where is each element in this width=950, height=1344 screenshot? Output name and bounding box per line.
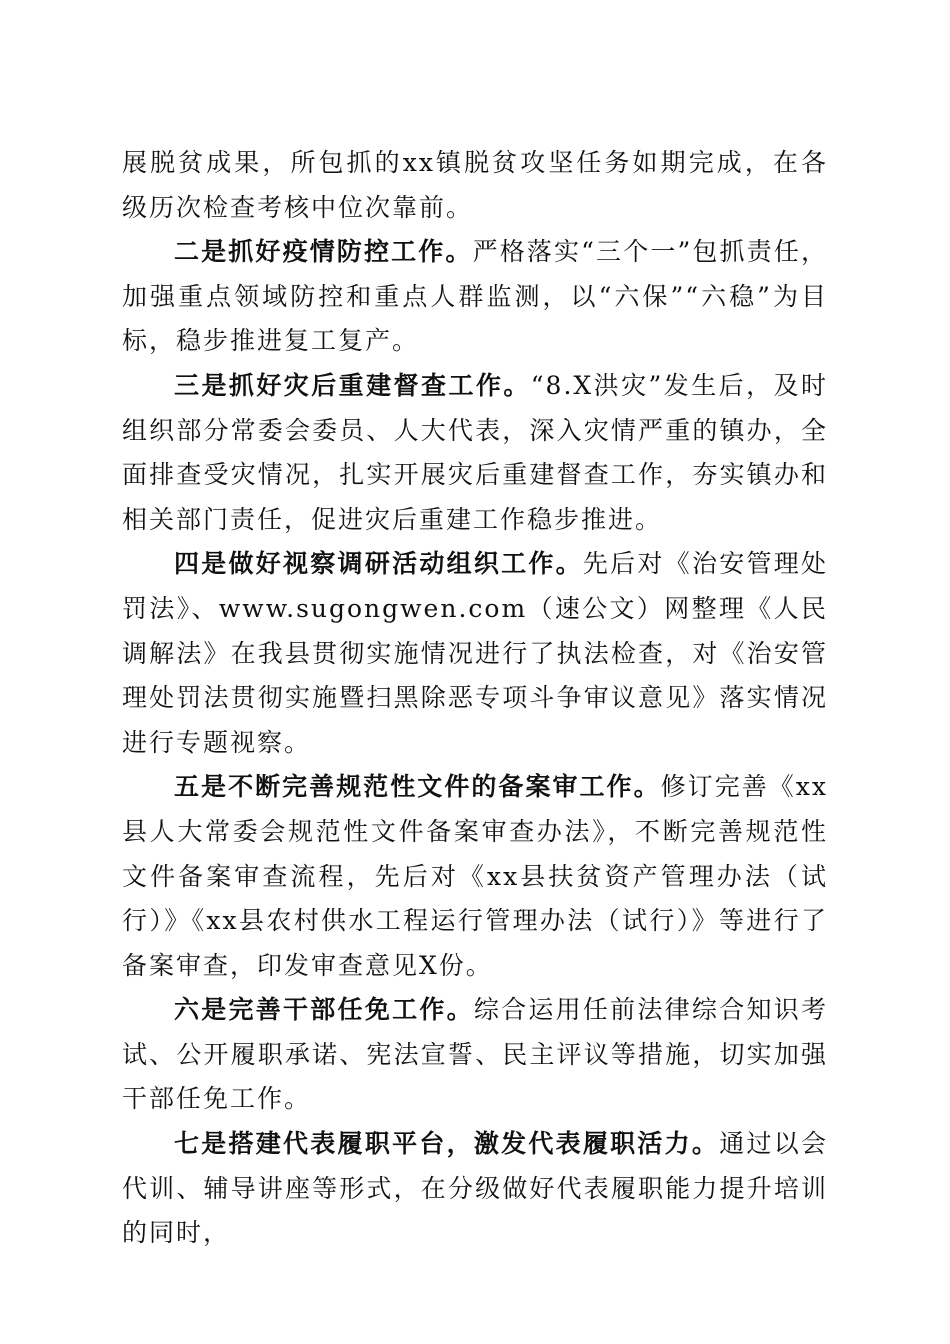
paragraph-lead: 二是抓好疫情防控工作。 [174,237,473,267]
paragraph-lead: 三是抓好灾后重建督查工作。 [174,370,531,400]
paragraph-lead: 五是不断完善规范性文件的备案审工作。 [174,772,661,802]
paragraph-lead: 四是做好视察调研活动组织工作。 [174,549,583,579]
paragraph-deputy-platform [122,1122,828,1256]
paragraph-body: 综合运用任前法律综合知识考试、公开履职承诺、宪法宣誓、民主评议等措施，切实加强干部任免工作。 [122,995,828,1114]
paragraph-lead: 六是完善干部任免工作。 [174,995,474,1025]
paragraph-epidemic-control [122,230,828,364]
paragraph-body: 严格落实“三个一”包抓责任，加强重点领域防控和重点人群监测，以“六保”“六稳”为目标，稳步推进复工复产。 [122,237,828,356]
paragraph-continuation [122,141,828,230]
paragraph-cadre-appointment [122,988,828,1122]
paragraph-body: 修订完善《xx县人大常委会规范性文件备案审查办法》，不断完善规范性文件备案审查流程，先后对《xx县扶贫资产管理办法（试行）》《xx县农村供水工程运行管理办法（试行）》等进行了备案审查，印发审查意见X份。 [122,772,828,980]
paragraph-body: 先后对《治安管理处罚法》、www.sugongwen.com（速公文）网整理《人民调解法》在我县贯彻实施情况进行了执法检查，对《治安管理处罚法贯彻实施暨扫黑除恶专项斗争审议意见》落实情况进行专题视察。 [122,549,828,757]
paragraph-body: “8.X洪灾”发生后，及时组织部分常委会委员、人大代表，深入灾情严重的镇办，全面排查受灾情况，扎实开展灾后重建督查工作，夯实镇办和相关部门责任，促进灾后重建工作稳步推进。 [122,370,828,534]
paragraph-lead: 七是搭建代表履职平台，激发代表履职活力。 [174,1129,720,1159]
paragraph-body: 通过以会代训、辅导讲座等形式，在分级做好代表履职能力提升培训的同时， [122,1129,828,1248]
paragraph-disaster-reconstruction [122,364,828,542]
document-body [122,141,828,1256]
paragraph-inspection-research [122,542,828,765]
paragraph-body: 展脱贫成果，所包抓的xx镇脱贫攻坚任务如期完成，在各级历次检查考核中位次靠前。 [122,148,828,222]
paragraph-normative-documents [122,765,828,988]
